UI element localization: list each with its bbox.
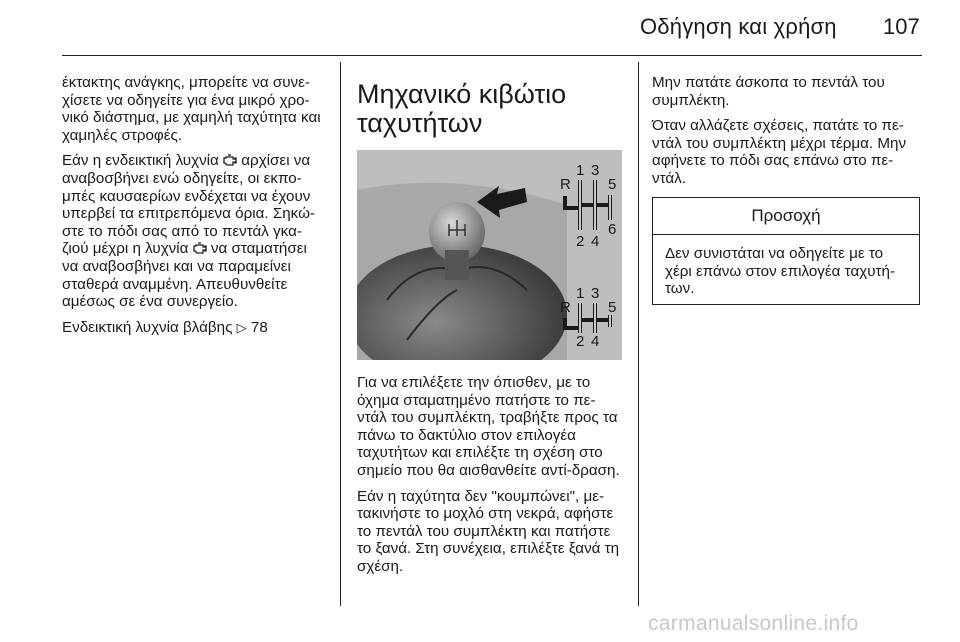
col3-paragraph-1: Μην πατάτε άσκοπα το πεντάλ του συμπλέκτη. xyxy=(652,74,885,109)
gate2-label-r: R xyxy=(560,299,571,316)
column-divider-1 xyxy=(340,62,341,606)
gear-shift-figure xyxy=(357,150,622,360)
caution-box xyxy=(652,197,920,305)
gate2-label-5: 5 xyxy=(608,299,617,316)
col2-paragraph-1: Για να επιλέξετε την όπισθεν, με το όχημα σταματημένο πατήστε το πε-ντάλ του συμπλέκτη, τραβήξτε προς τα πάνω το δακτύλιο στον επιλογέα ταχυτήτων και επιλέξτε τη σχέση στο σημείο που θα αισθανθείτε αντί-δραση. xyxy=(357,374,620,479)
gate1-label-r: R xyxy=(560,176,571,193)
caution-title: Προσοχή xyxy=(653,198,919,235)
col1-p2-text-b: αρχίσει να αναβοσβήνει ενώ οδηγείτε, οι εκπο-μπές καυσαερίων ενδέχεται να έχουν υπερβεί τα επιτρεπόμενα όρια. Σηκώ-στε το πόδι σας από το πεντάλ γκα-ζιού μέχρι η λυχνία xyxy=(62,152,315,258)
column-1 xyxy=(62,74,327,344)
engine-warning-icon xyxy=(193,241,207,255)
gate2-label-2: 2 xyxy=(576,333,585,350)
gear-shift-illustration xyxy=(357,150,622,360)
mil-reference-text: Ενδεικτική λυχνία βλάβης xyxy=(62,318,237,336)
gate1-label-2: 2 xyxy=(576,233,585,250)
gate2-label-4: 4 xyxy=(591,333,600,350)
section-heading: Μηχανικό κιβώτιο ταχυτήτων xyxy=(357,79,567,138)
header-divider xyxy=(62,55,922,56)
gate2-label-3: 3 xyxy=(591,285,600,302)
column-divider-2 xyxy=(638,62,639,606)
page-header-title: Οδήγηση και χρήση xyxy=(640,14,837,39)
gate2-label-1: 1 xyxy=(576,285,585,302)
engine-warning-icon xyxy=(223,153,237,167)
mil-reference-page[interactable]: 78 xyxy=(250,318,268,336)
col1-p2-text-c: να σταματήσει να αναβοσβήνει και να παραμείνει σταθερά αναμμένη. Απευθυνθείτε αμέσως σε ένα συνεργείο. xyxy=(62,240,307,311)
gate1-label-6: 6 xyxy=(608,221,617,238)
col1-paragraph-3 xyxy=(62,319,327,337)
col1-paragraph-2 xyxy=(62,152,327,310)
column-3 xyxy=(652,74,922,196)
caution-text: Δεν συνιστάται να οδηγείτε με το χέρι επάνω στον επιλογέα ταχυτή-των. xyxy=(665,245,896,298)
watermark: carmanualsonline.info xyxy=(648,612,859,635)
col2-paragraph-2: Εάν η ταχύτητα δεν "κουμπώνει", με-τακινήστε το μοχλό στη νεκρά, αφήστε το πεντάλ του συμπλέκτη και πατήστε το ξανά. Στη συνέχεια, επιλέξτε ξανά τη σχέση. xyxy=(357,487,620,575)
gate1-label-4: 4 xyxy=(591,233,600,250)
reference-arrow-icon: ▷ xyxy=(236,319,247,335)
page-number: 107 xyxy=(883,14,920,39)
col3-paragraph-2: Όταν αλλάζετε σχέσεις, πατάτε το πε-ντάλ του συμπλέκτη μέχρι τέρμα. Μην αφήνετε το πόδι σας επάνω στο πε-ντάλ. xyxy=(652,117,907,187)
gate1-label-5: 5 xyxy=(608,176,617,193)
col1-paragraph-1: έκτακτης ανάγκης, μπορείτε να συνε-χίσετε να οδηγείτε για ένα μικρό χρο-νικό διάστημα, με χαμηλή ταχύτητα και χαμηλές στροφές. xyxy=(62,74,321,144)
col1-p2-text-a: Εάν η ενδεικτική λυχνία xyxy=(62,152,224,170)
gate1-label-3: 3 xyxy=(591,162,600,179)
column-2 xyxy=(357,374,625,584)
gate1-label-1: 1 xyxy=(576,162,585,179)
